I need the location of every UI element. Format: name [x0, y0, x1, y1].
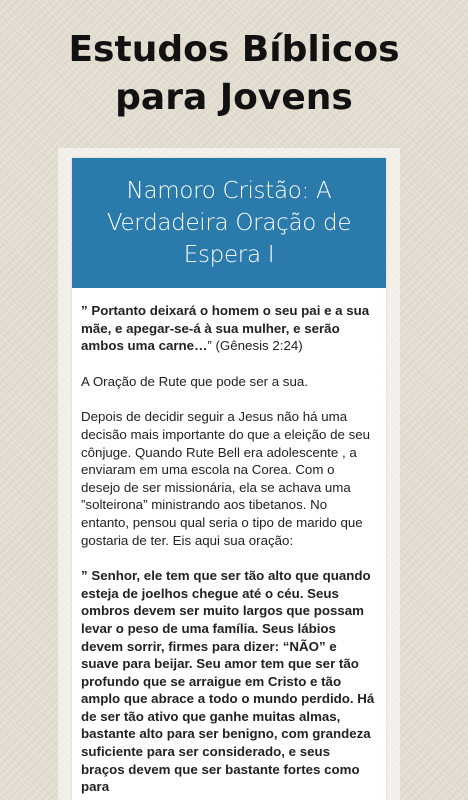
- verse-text: ” Portanto deixará o homem o seu pai e a sua mãe, e apegar-se-á à sua mulher, e serão ambos uma carne…: [81, 303, 370, 354]
- story-paragraph: Depois de decidir seguir a Jesus não há uma decisão mais importante do que a eleição de seu cônjuge. Quando Rute Bell era adolescente , a enviaram em uma escola na Corea. Com o desejo de ser missionária, ela se achava uma ”solteirona” ministrando aos tibetanos. No entanto, pensou qual seria o tipo de marido que gostaria de ter. Eis aqui sua oração:: [81, 409, 371, 548]
- promo-title-line2: para Jovens: [115, 77, 353, 118]
- verse-paragraph: [81, 302, 377, 355]
- promo-title: [0, 26, 468, 122]
- prayer-paragraph: ” Senhor, ele tem que ser tão alto que quando esteja de joelhos chegue até o céu. Seus ombros devem ser muito largos que possam levar o peso de uma família. Seus lábios devem sorrir, firmes para dizer: “NÃO” e suave para beijar. Seu amor tem que ser tão profundo que se arraigue em Cristo e tão amplo que abrace a todo o mundo perdido. Há de ser tão ativo que ganhe muitas almas, bastante alto para ser benigno, com grandeza suficiente para ser considerado, e seus braços devem que ser bastante fortes como para: [81, 568, 375, 795]
- article-body[interactable]: [72, 288, 386, 796]
- promo-title-line1: Estudos Bíblicos: [68, 29, 400, 70]
- verse-reference: ” (Gênesis 2:24): [207, 338, 303, 354]
- article-title: Namoro Cristão: A Verdadeira Oração de Espera I: [106, 178, 352, 268]
- article-header: [72, 158, 386, 288]
- intro-paragraph: A Oração de Rute que pode ser a sua.: [81, 373, 308, 389]
- app-screen[interactable]: [72, 158, 386, 800]
